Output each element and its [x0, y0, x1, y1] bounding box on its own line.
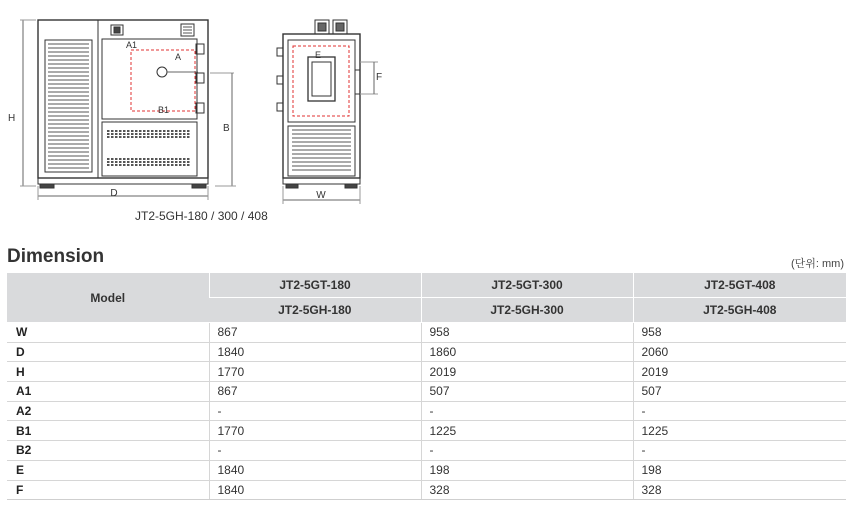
- side-view: [277, 20, 382, 204]
- cell-value: 2019: [421, 362, 633, 382]
- row-label: B2: [7, 441, 209, 461]
- label-a1: A1: [126, 40, 138, 50]
- cell-value: 867: [209, 323, 421, 343]
- cell-value: 507: [421, 382, 633, 402]
- model-gt-408: JT2-5GT-408: [633, 273, 846, 298]
- table-row: [7, 342, 846, 362]
- cell-value: -: [421, 401, 633, 421]
- row-label: B1: [7, 421, 209, 441]
- cell-value: 1840: [209, 342, 421, 362]
- drawing-caption: JT2-5GH-180 / 300 / 408: [135, 209, 268, 223]
- row-label: F: [7, 480, 209, 500]
- row-label: A2: [7, 401, 209, 421]
- label-d: D: [110, 188, 118, 199]
- label-b: B: [223, 123, 230, 134]
- cell-value: 1840: [209, 480, 421, 500]
- cell-value: 198: [633, 460, 846, 480]
- unit-note: (단위: mm): [790, 258, 844, 270]
- cell-value: 1225: [633, 421, 846, 441]
- cell-value: -: [209, 401, 421, 421]
- model-gt-300: JT2-5GT-300: [421, 273, 633, 298]
- cell-value: 958: [421, 323, 633, 343]
- model-gh-408: JT2-5GH-408: [633, 298, 846, 323]
- table-row: [7, 401, 846, 421]
- table-row: [7, 480, 846, 500]
- cell-value: 507: [633, 382, 846, 402]
- table-row: [7, 323, 846, 343]
- row-label: D: [7, 342, 209, 362]
- cell-value: -: [209, 441, 421, 461]
- section-title: Dimension: [7, 246, 105, 267]
- cell-value: 1770: [209, 362, 421, 382]
- cell-value: 1770: [209, 421, 421, 441]
- cell-value: 198: [421, 460, 633, 480]
- cell-value: 328: [421, 480, 633, 500]
- chamber-drawing: [0, 0, 400, 205]
- label-w: W: [316, 190, 326, 201]
- table-row: [7, 441, 846, 461]
- table-row: [7, 421, 846, 441]
- cell-value: 958: [633, 323, 846, 343]
- cell-value: 1840: [209, 460, 421, 480]
- cell-value: 2019: [633, 362, 846, 382]
- cell-value: -: [633, 441, 846, 461]
- cell-value: 328: [633, 480, 846, 500]
- cell-value: 867: [209, 382, 421, 402]
- label-h: H: [8, 113, 16, 124]
- cell-value: -: [421, 441, 633, 461]
- table-row: [7, 362, 846, 382]
- model-gh-180: JT2-5GH-180: [209, 298, 421, 323]
- cell-value: -: [633, 401, 846, 421]
- cell-value: 1860: [421, 342, 633, 362]
- row-label: H: [7, 362, 209, 382]
- cell-value: 1225: [421, 421, 633, 441]
- model-gh-300: JT2-5GH-300: [421, 298, 633, 323]
- cell-value: 2060: [633, 342, 846, 362]
- table-row: [7, 382, 846, 402]
- model-gt-180: JT2-5GT-180: [209, 273, 421, 298]
- label-a: A: [175, 52, 182, 62]
- label-e: E: [314, 50, 322, 60]
- model-header: Model: [7, 273, 209, 323]
- table-row: [7, 460, 846, 480]
- label-f: F: [376, 72, 383, 83]
- label-b1: B1: [158, 105, 170, 115]
- row-label: A1: [7, 382, 209, 402]
- row-label: W: [7, 323, 209, 343]
- front-view: [8, 20, 236, 200]
- row-label: E: [7, 460, 209, 480]
- dimension-table: [7, 273, 846, 500]
